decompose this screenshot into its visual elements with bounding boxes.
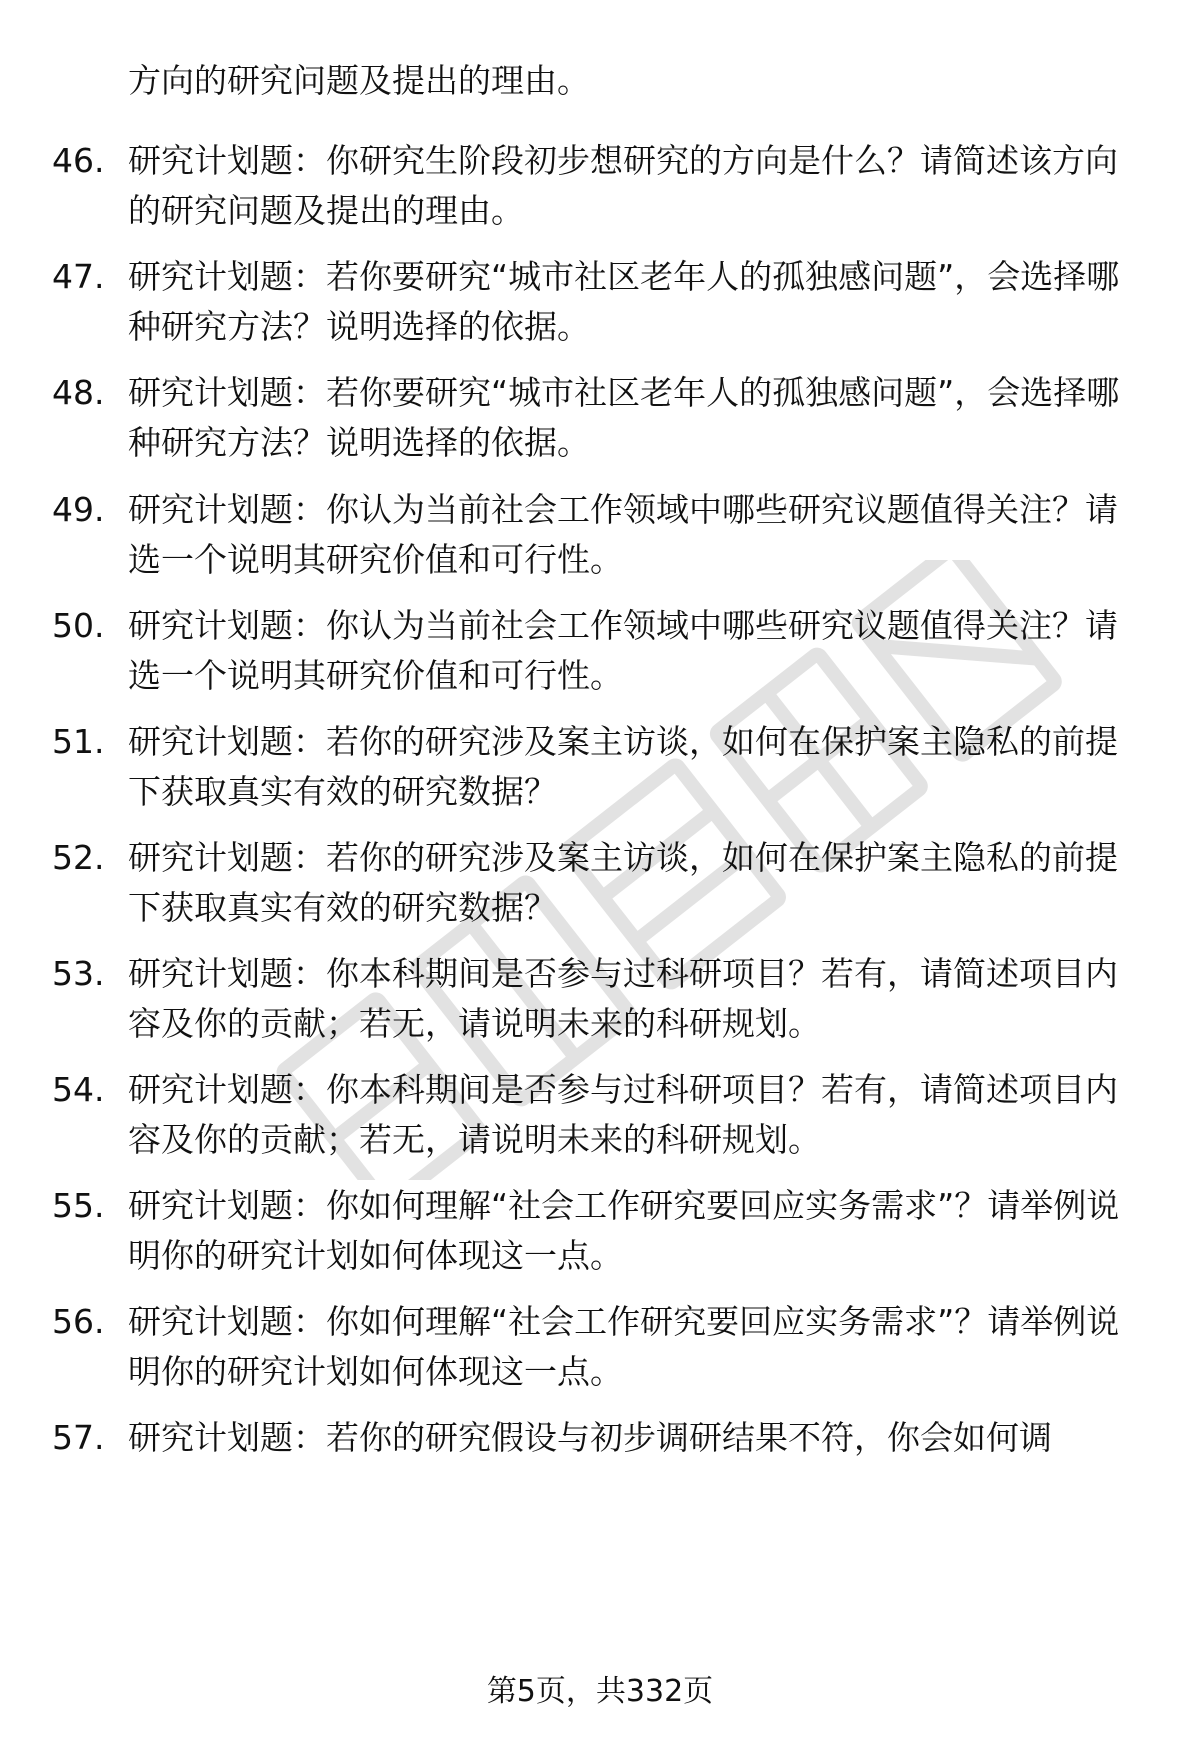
item-number: 50. — [52, 606, 105, 645]
item-number: 47. — [52, 257, 105, 296]
list-item — [0, 1413, 1200, 1463]
item-text: 研究计划题：你本科期间是否参与过科研项目？若有，请简述项目内容及你的贡献；若无，请说明未来的科研规划。 — [128, 954, 1118, 1043]
item-number: 51. — [52, 722, 105, 761]
list-item — [0, 717, 1200, 817]
list-item — [0, 368, 1200, 468]
page-footer: 第5页，共332页 — [486, 1674, 714, 1709]
item-number: 49. — [52, 490, 105, 529]
item-text: 研究计划题：若你要研究“城市社区老年人的孤独感问题”，会选择哪种研究方法？说明选择的依据。 — [128, 373, 1120, 462]
list-item — [0, 1065, 1200, 1165]
item-text: 研究计划题：你认为当前社会工作领域中哪些研究议题值得关注？请选一个说明其研究价值和可行性。 — [128, 606, 1118, 695]
continuation-text: 方向的研究问题及提出的理由。 — [128, 61, 590, 100]
list-item — [0, 252, 1200, 352]
list-item — [0, 1297, 1200, 1397]
list-item — [0, 601, 1200, 701]
item-number: 55. — [52, 1186, 105, 1225]
item-number: 46. — [52, 141, 105, 180]
item-number: 57. — [52, 1418, 105, 1457]
item-number: 56. — [52, 1302, 105, 1341]
item-number: 53. — [52, 954, 105, 993]
item-number: 52. — [52, 838, 105, 877]
list-item — [0, 136, 1200, 236]
item-text: 研究计划题：若你的研究涉及案主访谈，如何在保护案主隐私的前提下获取真实有效的研究数据？ — [128, 838, 1118, 927]
item-text: 研究计划题：你研究生阶段初步想研究的方向是什么？请简述该方向的研究问题及提出的理由。 — [128, 141, 1118, 230]
item-text: 研究计划题：若你要研究“城市社区老年人的孤独感问题”，会选择哪种研究方法？说明选择的依据。 — [128, 257, 1120, 346]
item-text: 研究计划题：你如何理解“社会工作研究要回应实务需求”？请举例说明你的研究计划如何体现这一点。 — [128, 1302, 1120, 1391]
item-text: 研究计划题：你如何理解“社会工作研究要回应实务需求”？请举例说明你的研究计划如何体现这一点。 — [128, 1186, 1120, 1275]
item-text: 研究计划题：若你的研究涉及案主访谈，如何在保护案主隐私的前提下获取真实有效的研究数据？ — [128, 722, 1118, 811]
list-item — [0, 1181, 1200, 1281]
item-number: 54. — [52, 1070, 105, 1109]
item-text: 研究计划题：若你的研究假设与初步调研结果不符，你会如何调 — [128, 1418, 1052, 1457]
list-item — [0, 949, 1200, 1049]
list-item — [0, 833, 1200, 933]
item-text: 研究计划题：你本科期间是否参与过科研项目？若有，请简述项目内容及你的贡献；若无，请说明未来的科研规划。 — [128, 1070, 1118, 1159]
item-text: 研究计划题：你认为当前社会工作领域中哪些研究议题值得关注？请选一个说明其研究价值和可行性。 — [128, 490, 1118, 579]
item-number: 48. — [52, 373, 105, 412]
list-item — [0, 485, 1200, 585]
